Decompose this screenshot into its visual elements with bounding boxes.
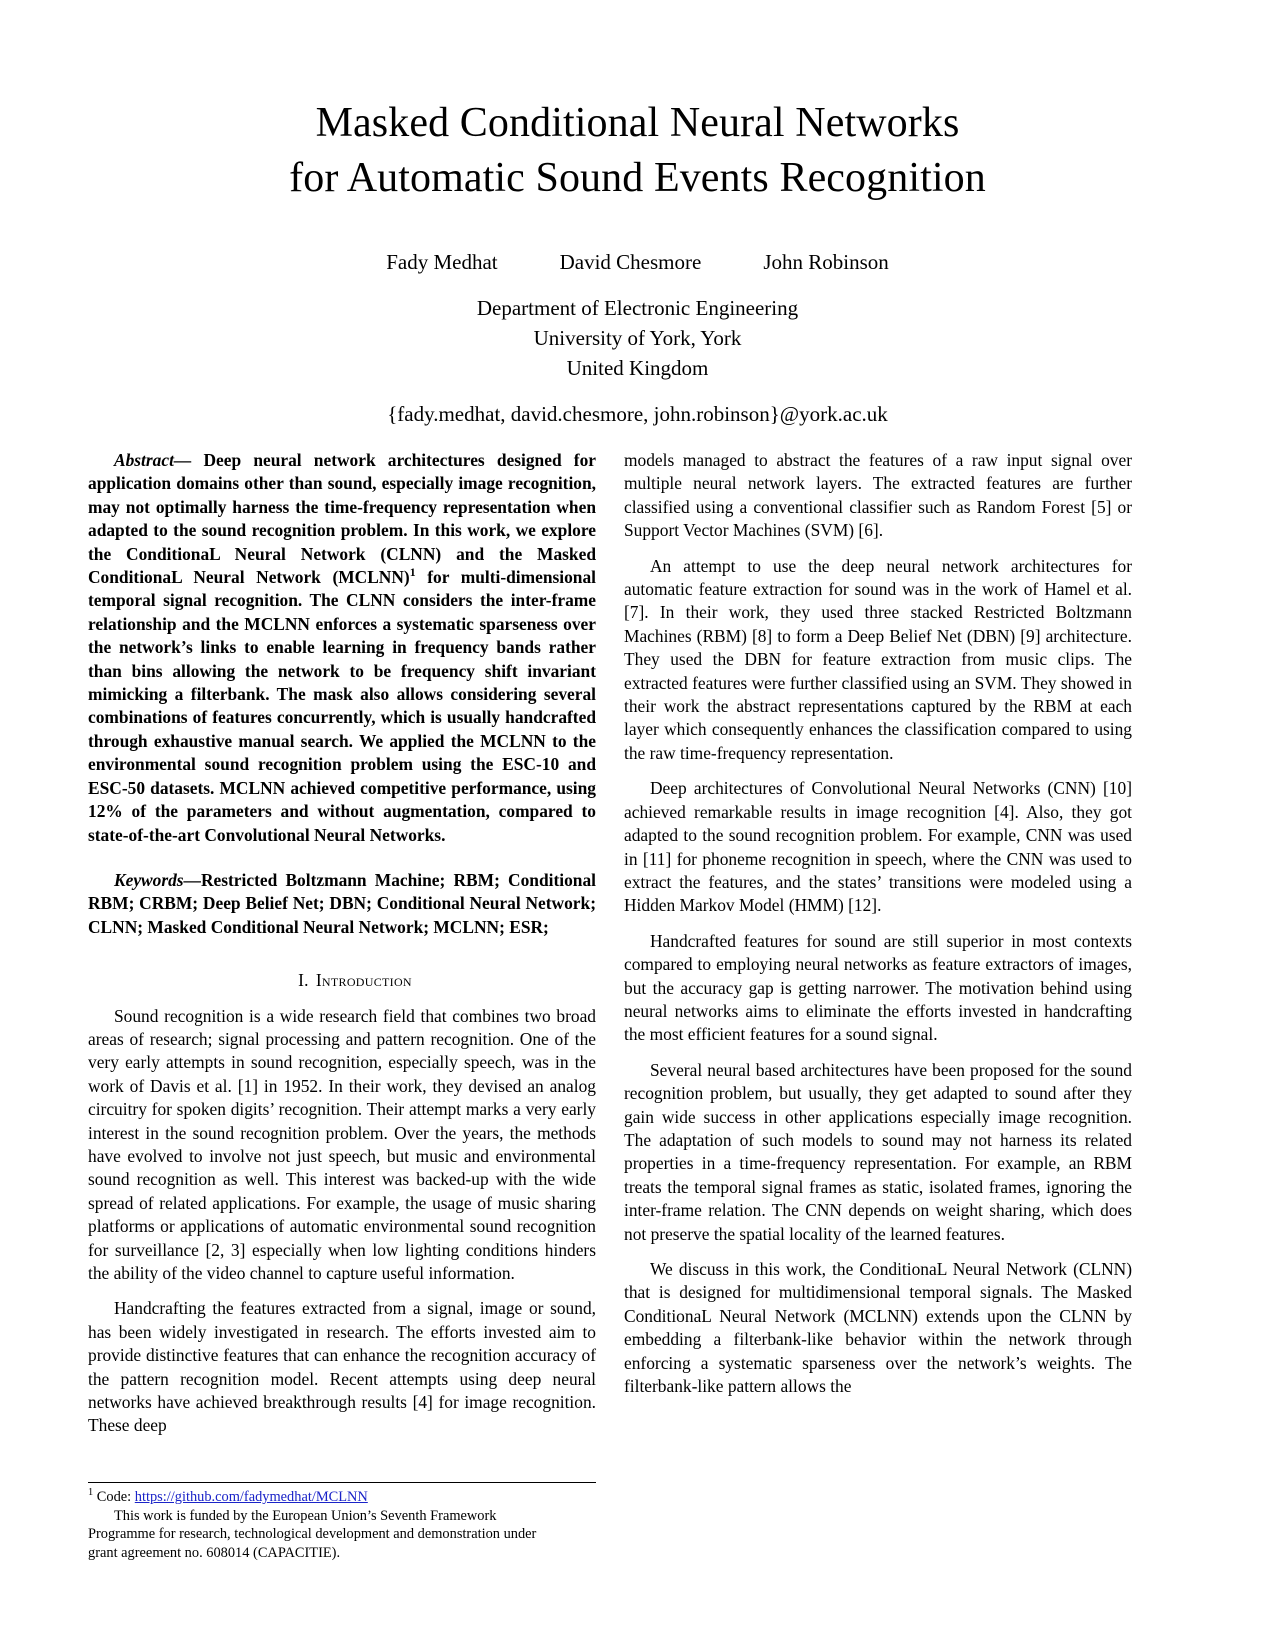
affiliation-university: University of York, York: [533, 326, 742, 351]
paragraph-right-1: models managed to abstract the features of a raw input signal over multiple neural network layers. The extracted features are further classified using a conventional classifier such as Random Forest [5] or Support Vector Machines (SVM) [6].: [624, 450, 1132, 541]
keywords-paragraph: [88, 869, 596, 939]
abstract-text-part1: Deep neural network architectures designed for application domains other than sound, especially image recognition, may not optimally harness the time-frequency representation when adapted to the sound recognition problem. In this work, we explore the ConditionaL Neural Network (CLNN) and the Masked ConditionaL Neural Network (MCLNN): [88, 450, 596, 588]
section-title: Introduction: [315, 970, 412, 991]
author-emails: {fady.medhat, david.chesmore, john.robinson}@york.ac.uk: [387, 402, 888, 427]
left-column: [88, 449, 596, 1438]
footnote-marker: 1: [88, 1487, 94, 1499]
abstract-label: Abstract—: [114, 450, 192, 470]
author-list: [0, 252, 1275, 273]
paragraph-right-2: An attempt to use the deep neural network architectures for automatic feature extraction for sound was in the work of Hamel et al. [7]. In their work, they used three stacked Restricted Boltzmann Machines (RBM) [8] to form a Deep Belief Net (DBN) [9] architecture. They used the DBN for feature extraction from music clips. The extracted features were further classified using an SVM. They showed in their work the abstract representations captured by the RBM at each layer which consequently enhances the classification compared to using the raw time-frequency representation.: [624, 555, 1132, 763]
title-line-1: Masked Conditional Neural Networks: [315, 100, 960, 146]
paragraph-intro-1: Sound recognition is a wide research field that combines two broad areas of research; signal processing and pattern recognition. One of the very early attempts in sound recognition, especially speech, was in the work of Davis et al. [1] in 1952. In their work, they devised an analog circuitry for spoken digits’ recognition. Their attempt marks a very early interest in the sound recognition problem. Over the years, the methods have evolved to involve not just speech, but music and environmental sound recognition as well. This interest was backed-up with the wide spread of related applications. For example, the usage of music sharing platforms or applications of automatic environmental sound recognition for surveillance [2, 3] especially when low lighting conditions hinders the ability of the video channel to capture useful information.: [88, 1005, 596, 1283]
author-name-2: David Chesmore: [559, 250, 702, 275]
affiliation-department: Department of Electronic Engineering: [476, 296, 799, 321]
title-line-2: for Automatic Sound Events Recognition: [289, 154, 986, 201]
abstract-paragraph: [88, 449, 596, 847]
paragraph-right-4: Handcrafted features for sound are still superior in most contexts compared to employing neural networks as feature extractors of images, but the accuracy gap is getting narrower. The motivation behind using neural networks aims to eliminate the efforts invested in handcrafting the most efficient features for a sound signal.: [624, 930, 1132, 1045]
title-block: [0, 0, 1275, 425]
abstract-text-part2: for multi-dimensional temporal signal recognition. The CLNN considers the inter-frame relationship and the MCLNN enforces a systematic sparseness over the network’s links to enable learning in frequency bands rather than bins allowing the network to be frequency shift invariant mimicking a filterbank. The mask also allows considering several combinations of features concurrently, which is usually handcrafted through exhaustive manual search. We applied the MCLNN to the environmental sound recognition problem using the ESC-10 and ESC-50 datasets. MCLNN achieved competitive performance, using 12% of the parameters and without augmentation, compared to state-of-the-art Convolutional Neural Networks.: [88, 567, 596, 845]
footnote-funding-line-2: Programme for research, technological development and demonstration under: [88, 1526, 537, 1543]
right-column: [624, 449, 1132, 1438]
section-numeral: I.: [298, 970, 309, 991]
paragraph-intro-2: Handcrafting the features extracted from a signal, image or sound, has been widely investigated in research. The efforts invested aim to provide distinctive features that can enhance the recognition accuracy of the pattern recognition model. Recent attempts using deep neural networks have achieved breakthrough results [4] for image recognition. These deep: [88, 1298, 596, 1436]
footnote-divider: [88, 1482, 596, 1483]
footnote-code-line: [88, 1488, 596, 1507]
keywords-label: Keywords—: [114, 869, 201, 890]
footnote-funding-line-3: grant agreement no. 608014 (CAPACITIE).: [88, 1545, 341, 1562]
body-columns: [88, 449, 1188, 1438]
paragraph-right-3: Deep architectures of Convolutional Neural Networks (CNN) [10] achieved remarkable results in image recognition [4]. Also, they got adapted to the sound recognition problem. For example, CNN was used in [11] for phoneme recognition in speech, where the CNN was used to extract the features, and the states’ transitions were modeled using a Hidden Markov Model (HMM) [12].: [624, 778, 1132, 916]
footnote-block: [88, 1482, 596, 1563]
keywords-text: Restricted Boltzmann Machine; RBM; Conditional RBM; CRBM; Deep Belief Net; DBN; Conditional Neural Network; CLNN; Masked Conditional Neural Network; MCLNN; ESR;: [88, 869, 596, 937]
paragraph-right-6: We discuss in this work, the ConditionaL Neural Network (CLNN) that is designed for multidimensional temporal signals. The Masked ConditionaL Neural Network (MCLNN) extends upon the CLNN by embedding a filterbank-like behavior within the network through enforcing a systematic sparseness over the network’s weights. The filterbank-like pattern allows the: [624, 1259, 1132, 1397]
page-title: [188, 96, 1088, 205]
abstract-footnote-marker: 1: [409, 565, 416, 580]
paragraph-right-5: Several neural based architectures have been proposed for the sound recognition problem, but usually, they get adapted to sound after they gain wide success in other applications especially image recognition. The adaptation of such models to sound may not harness its related properties in a time-frequency representation. For example, an RBM treats the temporal signal frames as static, isolated frames, ignoring the inter-frame relation. The CNN depends on weight sharing, which does not preserve the spatial locality of the learned features.: [624, 1059, 1132, 1244]
author-name-1: Fady Medhat: [386, 250, 498, 275]
author-name-3: John Robinson: [763, 250, 889, 275]
section-heading-introduction: [88, 969, 596, 992]
affiliation-country: United Kingdom: [566, 356, 709, 381]
footnote-code-label: Code:: [93, 1489, 135, 1505]
footnote-code-link[interactable]: https://github.com/fadymedhat/MCLNN: [134, 1489, 368, 1505]
footnote-funding-line-1: This work is funded by the European Union’s Seventh Framework: [114, 1507, 497, 1524]
affiliation-block: [0, 293, 1275, 383]
